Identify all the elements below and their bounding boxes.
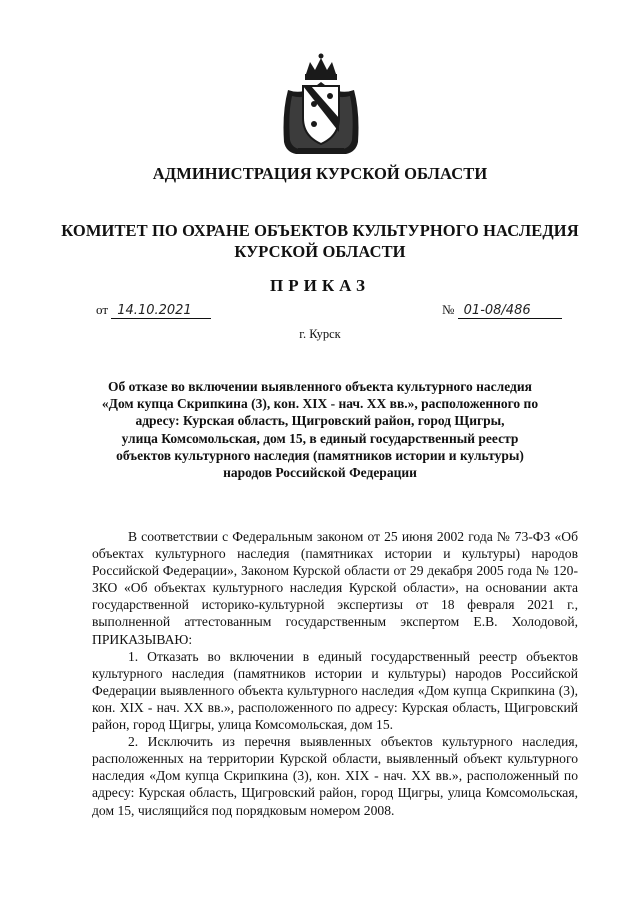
subject-line: народов Российской Федерации xyxy=(223,465,417,481)
number-prefix: № xyxy=(442,302,455,317)
body-paragraph-item-2: 2. Исключить из перечня выявленных объектов культурного наследия, расположенных на территории Курской области, выявленный объект культурного наследия «Дом купца Скрипкина (3), кон. XIX - нач. XX вв.», расположенный по адресу: Курская область, Щигровский район, город Щигры, улица Комсомольская, дом 15, числящийся под порядковым номером 2008. xyxy=(92,734,578,818)
date-prefix: от xyxy=(96,302,109,317)
body-paragraph-item-1: 1. Отказать во включении в единый государственный реестр объектов культурного наследия (памятников истории и культуры) народов Российской Федерации выявленного объекта культурного наследия «Дом купца Скрипкина (3), кон. XIX - нач. XX вв.», расположенного по адресу: Курская область, Щигровский район, город Щигры, улица Комсомольская, дом 15. xyxy=(92,648,578,733)
subject-line: объектов культурного наследия (памятников истории и культуры) xyxy=(116,447,524,463)
date-field xyxy=(96,302,211,319)
coat-of-arms-icon xyxy=(278,52,364,160)
city-label: г. Курск xyxy=(299,327,341,341)
date-value: 14.10.2021 xyxy=(111,303,211,319)
committee-title-line2: КУРСКОЙ ОБЛАСТИ xyxy=(234,242,406,261)
committee-title xyxy=(0,220,640,262)
document-type-title: ПРИКАЗ xyxy=(270,276,370,295)
administration-title: АДМИНИСТРАЦИЯ КУРСКОЙ ОБЛАСТИ xyxy=(152,164,488,183)
committee-title-line1: КОМИТЕТ ПО ОХРАНЕ ОБЪЕКТОВ КУЛЬТУРНОГО НАСЛЕДИЯ xyxy=(61,221,579,240)
subject-line: «Дом купца Скрипкина (3), кон. XIX - нач. XX вв.», расположенного по xyxy=(101,396,539,412)
subject-line: адресу: Курская область, Щигровский район, город Щигры, xyxy=(135,413,505,429)
number-value: 01-08/486 xyxy=(458,303,562,319)
subject-heading xyxy=(92,378,548,481)
body-paragraph-preamble: В соответствии с Федеральным законом от 25 июня 2002 года № 73-ФЗ «Об объектах культурного наследия (памятниках истории и культуры) народов Российской Федерации», Законом Курской области от 29 декабря 2005 года № 120-ЗКО «Об объектах культурного наследия Курской области», на основании акта государственной историко-культурной экспертизы от 18 февраля 2021 г., выполненной аттестованным государственным экспертом Е.В. Холодовой, ПРИКАЗЫВАЮ: xyxy=(92,529,578,647)
subject-line: Об отказе во включении выявленного объекта культурного наследия xyxy=(108,379,532,394)
document-body xyxy=(92,528,578,819)
number-field xyxy=(442,302,562,319)
subject-line: улица Комсомольская, дом 15, в единый государственный реестр xyxy=(121,430,519,446)
